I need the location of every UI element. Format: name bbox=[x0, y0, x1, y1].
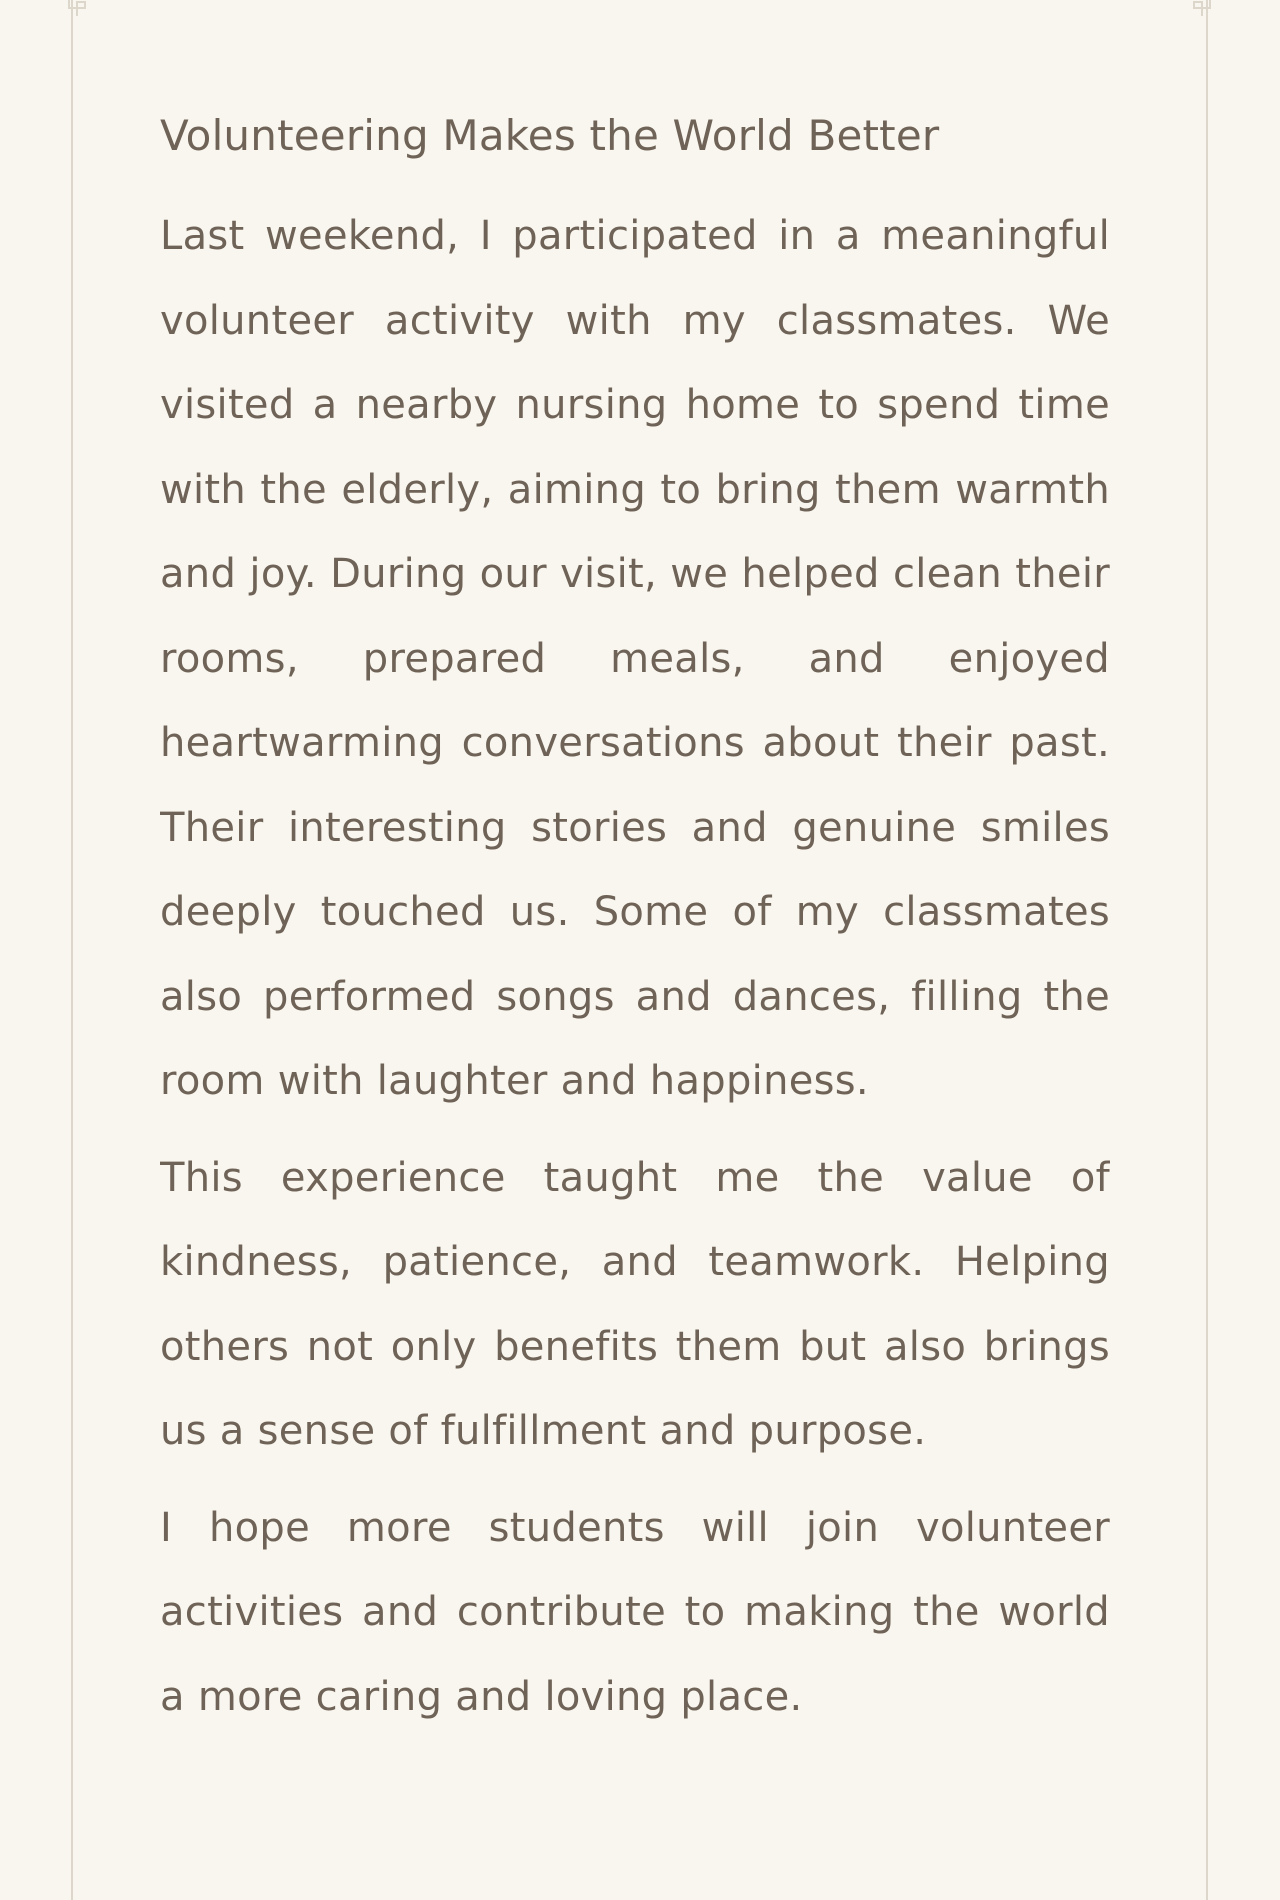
paragraph-1: Last weekend, I participated in a meaningful volunteer activity with my classmates. We visited a nearby nursing home to spend time with the elderly, aiming to bring them warmth and joy. During our visit, we helped clean their rooms, prepared meals, and enjoyed heartwarming conversations about their past. Their interesting stories and genuine smiles deeply touched us. Some of my classmates also performed songs and dances, filling the room with laughter and happiness. bbox=[160, 213, 1110, 1104]
document-title: Volunteering Makes the World Better bbox=[160, 111, 940, 160]
corner-ornament-right-icon bbox=[1190, 0, 1212, 18]
paragraph-3: I hope more students will join volunteer activities and contribute to making the world a more caring and loving place. bbox=[160, 1504, 1110, 1720]
document-content bbox=[160, 110, 1110, 1751]
paragraph-2: This experience taught me the value of kindness, patience, and teamwork. Helping others not only benefits them but also brings us a sense of fulfillment and purpose. bbox=[160, 1154, 1110, 1454]
corner-ornament-left-icon bbox=[67, 0, 89, 18]
